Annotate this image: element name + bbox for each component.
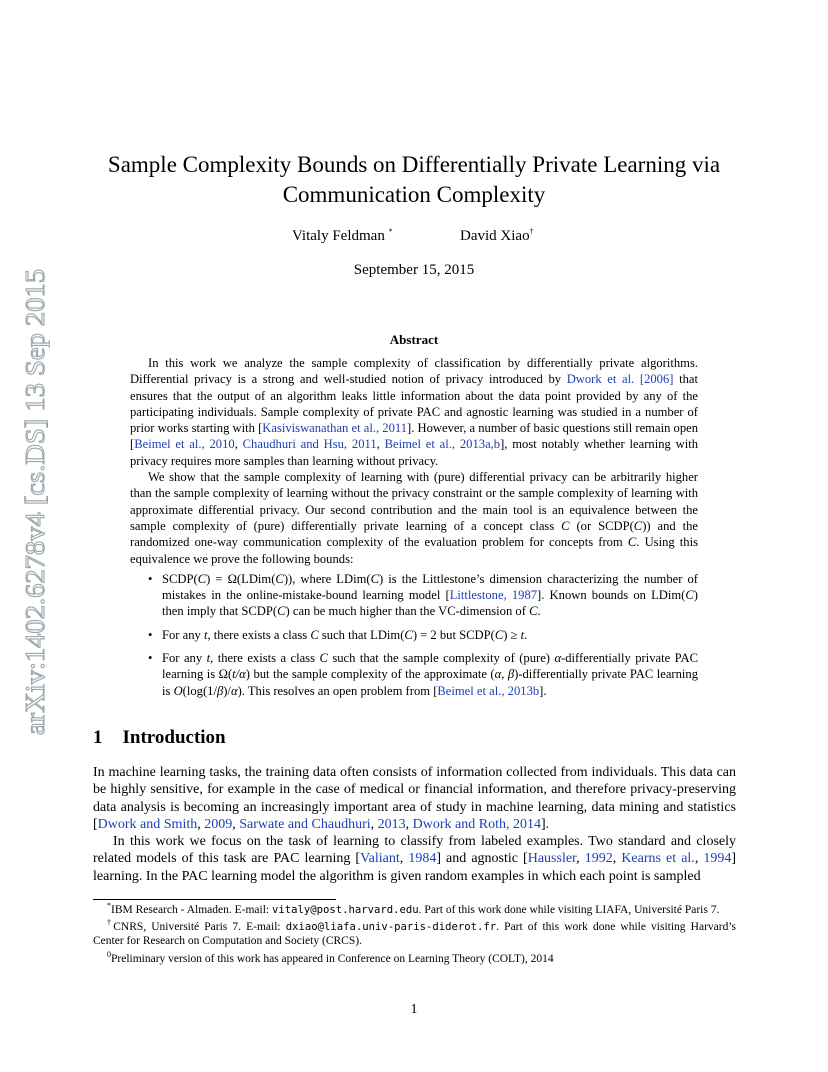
title-line-1: Sample Complexity Bounds on Differentially Private Learning via [107, 152, 721, 177]
result-bullet-2: • For any t, there exists a class C such that LDim(C) = 2 but SCDP(C) ≥ t. [162, 627, 698, 643]
result-bullet-3: • For any t, there exists a class C such that the sample complexity of (pure) α-differentially private PAC learning is Ω(t/α) but the sample complexity of the approximate (α, β)-differentially private PAC learning is O(log(1/β)/α). This resolves an open problem from [Beimel et al., 2013b]. [162, 650, 698, 699]
citation-link[interactable]: 2013 [377, 816, 406, 832]
abstract-paragraph-1: In this work we analyze the sample complexity of classification by differentially private algorithms. Differential privacy is a strong and well-studied notion of privacy introduced by Dwork et al. [2006] that ensures that the output of an algorithm leaks little information about the data point provided by any of the participating individuals. Sample complexity of private PAC and agnostic learning was studied in a number of prior works starting with [Kasiviswanathan et al., 2011]. However, a number of basic questions still remain open [Beimel et al., 2010, Chaudhuri and Hsu, 2011, Beimel et al., 2013a,b], most notably whether learning with privacy requires more samples than learning without privacy. [130, 356, 699, 468]
citation-link[interactable]: Valiant [360, 851, 400, 867]
abstract-heading: Abstract [389, 332, 439, 347]
citation-link[interactable]: Littlestone, 1987 [449, 588, 538, 603]
footnote-divider [93, 899, 336, 900]
citation-link[interactable]: Beimel et al., 2010 [134, 437, 235, 452]
citation-link[interactable]: Dwork and Roth, 2014 [412, 816, 541, 832]
citation-link[interactable]: Haussler [527, 851, 577, 867]
intro-paragraph-2: In this work we focus on the task of learning to classify from labeled examples. Two standard and closely related models of this task are PAC learning [Valiant, 1984] and agnostic [Haussler, 1992, Kearns et al., 1994] learning. In the PAC learning model the algorithm is given random examples in which each point is sampled [93, 834, 737, 884]
citation-link[interactable]: Chaudhuri and Hsu, 2011 [242, 437, 377, 452]
citation-link[interactable]: Dwork et al. [2006] [566, 372, 674, 387]
paper-date: September 15, 2015 [353, 262, 475, 278]
footnote-1: *IBM Research - Almaden. E-mail: vitaly@post.harvard.edu. Part of this work done while visiting LIAFA, Université Paris 7. [107, 901, 720, 916]
page-number: 1 [410, 1002, 418, 1017]
paper-title [80, 150, 748, 210]
citation-link[interactable]: Beimel et al., 2013b [437, 683, 540, 698]
author-1-mark[interactable]: * [388, 227, 393, 236]
citation-link[interactable]: 1984 [408, 851, 437, 867]
citation-link[interactable]: Kasiviswanathan et al., 2011 [262, 421, 408, 436]
results-list [130, 571, 698, 699]
footnotes [93, 903, 736, 969]
citation-link[interactable]: Kearns et al. [621, 851, 695, 867]
section-title: Introduction [122, 727, 226, 748]
email-address: vitaly@post.harvard.edu [271, 904, 419, 916]
citation-link[interactable]: 1992 [584, 851, 613, 867]
citation-link[interactable]: 1994 [703, 851, 732, 867]
footnote-2: †CNRS, Université Paris 7. E-mail: dxiao@liafa.univ-paris-diderot.fr. Part of this work done while visiting Harvard’s Center for Research on Computation and Society (CRCS). [93, 918, 737, 948]
citation-link[interactable]: Sarwate and Chaudhuri [239, 816, 371, 832]
arxiv-watermark-text: arXiv:1402.6278v4 [cs.DS] 13 Sep 2015 [19, 285, 50, 735]
footnote-3: $^0$Preliminary version of this work has appeared in Conference on Learning Theory (COLT), 2014 [107, 949, 554, 965]
section-heading [93, 727, 226, 749]
section-number: 1 [93, 727, 103, 748]
result-bullet-1: • SCDP(C) = Ω(LDim(C)), where LDim(C) is the Littlestone’s dimension characterizing the number of mistakes in the online-mistake-bound learning model [Littlestone, 1987]. Known bounds on LDim(C) then imply that SCDP(C) can be much higher than the VC-dimension of C. [162, 571, 698, 620]
intro-paragraph-1: In machine learning tasks, the training data often consists of information collected from individuals. This data can be highly sensitive, for example in the case of medical or financial information, and therefore privacy-preserving data analysis is becoming an increasingly important area of study in machine learning, data mining and statistics [Dwork and Smith, 2009, Sarwate and Chaudhuri, 2013, Dwork and Roth, 2014]. [93, 765, 736, 832]
abstract-paragraph-2: We show that the sample complexity of learning with (pure) differential privacy can be arbitrarily higher than the sample complexity of learning without the privacy constraint or the sample complexity of learning with approximate differential privacy. Our second contribution and the main tool is an equivalence between the sample complexity of (pure) differentially private learning of a concept class C (or SCDP(C)) and the randomized one-way communication complexity of the evaluation problem for concepts from C. Using this equivalence we prove the following bounds: [130, 470, 698, 566]
author-1: Vitaly Feldman * [292, 227, 393, 244]
citation-link[interactable]: Beimel et al., 2013a,b [384, 437, 501, 452]
abstract-body [130, 355, 698, 706]
author-2: David Xiao† [460, 227, 534, 244]
introduction-body [93, 764, 736, 885]
email-address: dxiao@liafa.univ-paris-diderot.fr [285, 921, 497, 934]
citation-link[interactable]: 2009 [204, 816, 233, 832]
title-line-2: Communication Complexity [282, 182, 546, 207]
citation-link[interactable]: Dwork and Smith [97, 816, 198, 832]
author-2-mark[interactable]: † [529, 227, 534, 236]
